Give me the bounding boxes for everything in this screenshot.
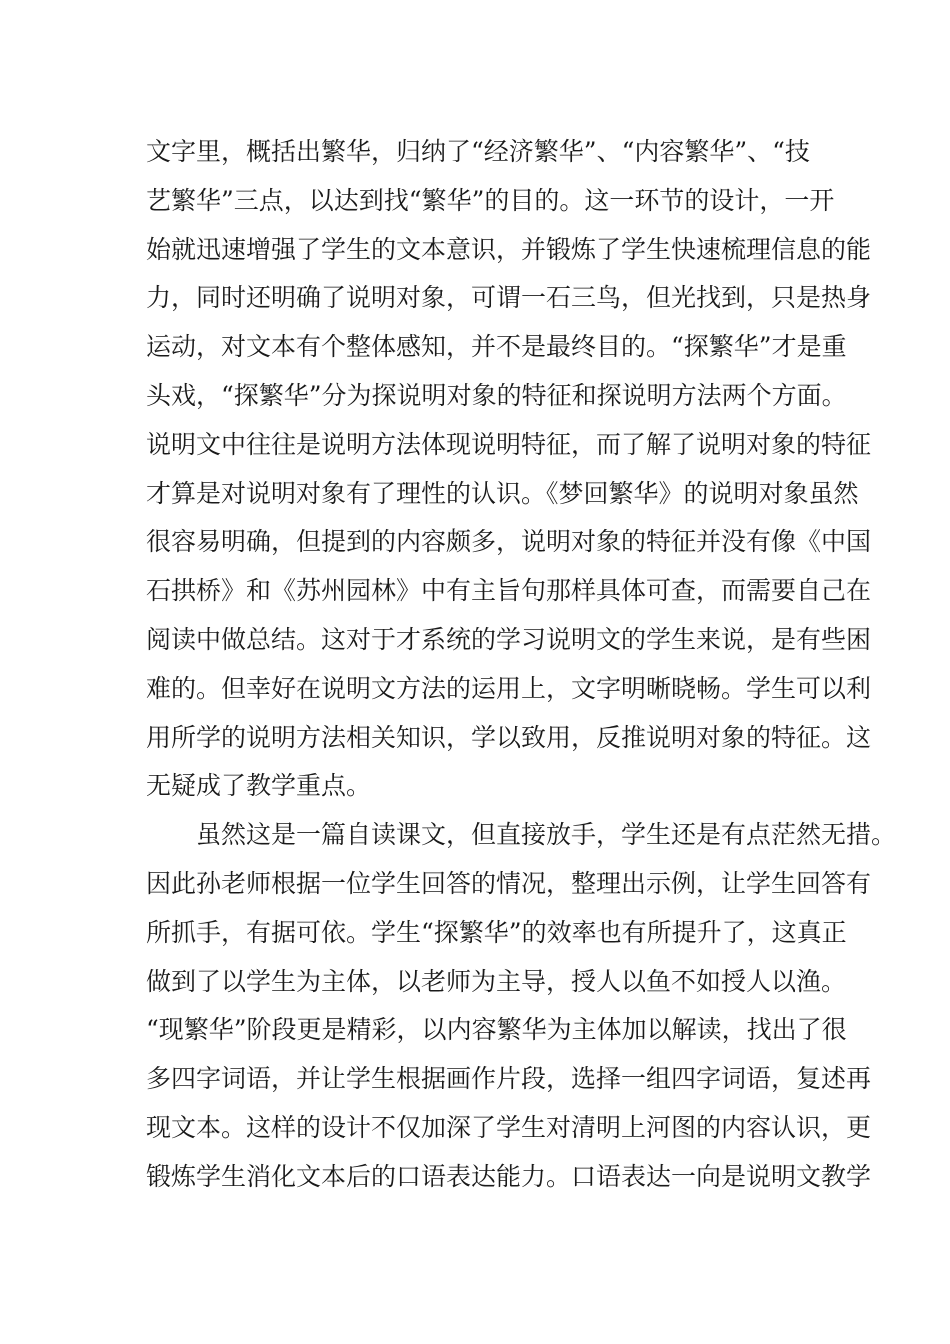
text-line: 文字里，概括出繁华，归纳了“经济繁华”、“内容繁华”、“技 <box>146 137 810 166</box>
text-line: 力，同时还明确了说明对象，可谓一石三鸟，但光找到，只是热身 <box>146 283 872 313</box>
text-line: 用所学的说明方法相关知识，学以致用，反推说明对象的特征。这 <box>146 722 872 752</box>
text-line: 难的。但幸好在说明文方法的运用上，文字明晰晓畅。学生可以利 <box>146 673 872 703</box>
text-line: 说明文中往往是说明方法体现说明特征，而了解了说明对象的特征 <box>146 429 872 459</box>
text-line: 石拱桥》和《苏州园林》中有主旨句那样具体可查，而需要自己在 <box>146 576 872 606</box>
text-line: 无疑成了教学重点。 <box>146 771 372 801</box>
text-line: “现繁华”阶段更是精彩，以内容繁华为主体加以解读，找出了很 <box>146 1015 847 1045</box>
text-line: 头戏，“探繁华”分为探说明对象的特征和探说明方法两个方面。 <box>146 380 847 410</box>
text-line: 现文本。这样的设计不仅加深了学生对清明上河图的内容认识，更 <box>146 1112 872 1142</box>
paragraph-start-line: 虽然这是一篇自读课文，但直接放手，学生还是有点茫然无措。 <box>146 820 897 850</box>
text-line: 做到了以学生为主体，以老师为主导，授人以鱼不如授人以渔。 <box>146 966 847 996</box>
text-line: 所抓手，有据可依。学生“探繁华”的效率也有所提升了，这真正 <box>146 917 847 947</box>
text-line: 锻炼学生消化文本后的口语表达能力。口语表达一向是说明文教学 <box>146 1161 872 1191</box>
text-line: 多四字词语，并让学生根据画作片段，选择一组四字词语，复述再 <box>146 1064 872 1094</box>
text-line: 才算是对说明对象有了理性的认识。《梦回繁华》的说明对象虽然 <box>146 478 859 508</box>
text-line: 阅读中做总结。这对于才系统的学习说明文的学生来说，是有些困 <box>146 624 872 654</box>
text-line: 因此孙老师根据一位学生回答的情况，整理出示例，让学生回答有 <box>146 868 872 898</box>
text-line: 很容易明确，但提到的内容颇多，说明对象的特征并没有像《中国 <box>146 527 872 557</box>
text-line: 艺繁华”三点，以达到找“繁华”的目的。这一环节的设计，一开 <box>146 185 835 215</box>
body-text <box>146 128 897 1202</box>
text-line: 运动，对文本有个整体感知，并不是最终目的。“探繁华”才是重 <box>146 332 847 362</box>
text-line: 始就迅速增强了学生的文本意识，并锻炼了学生快速梳理信息的能 <box>146 234 872 264</box>
